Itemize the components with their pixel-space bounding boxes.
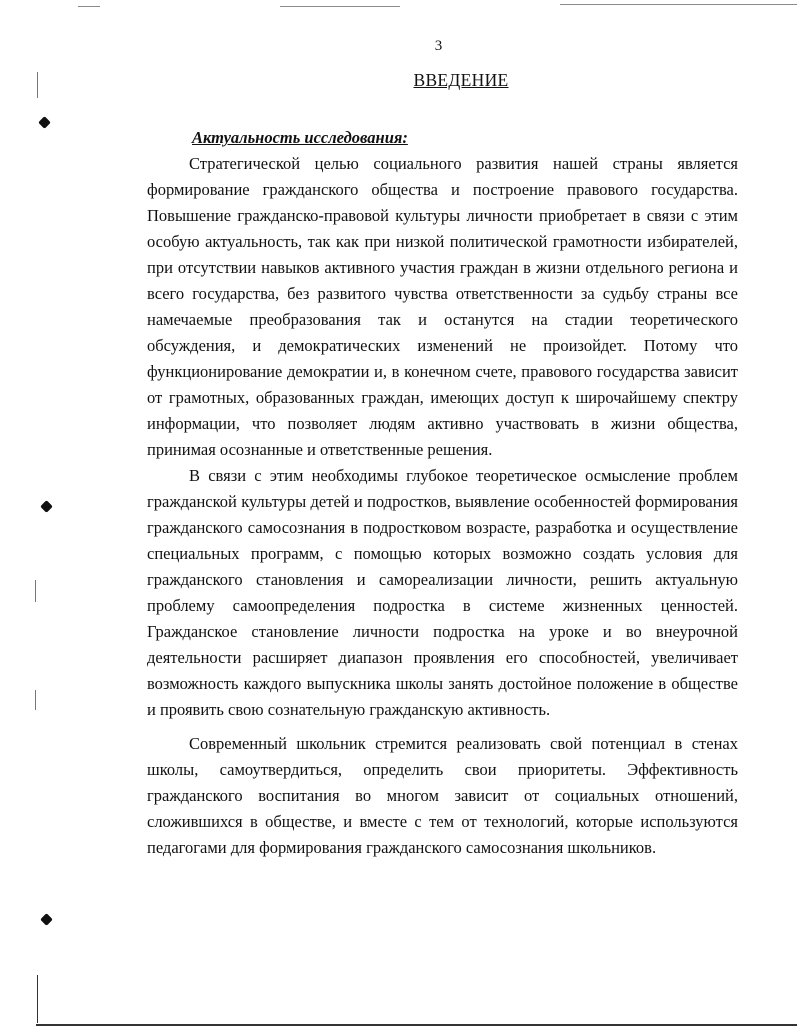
paragraph-2: В связи с этим необходимы глубокое теоретическое осмысление проблем гражданской культуры детей и подростков, выявление особенностей формирования гражданского самосознания в подростковом возрасте, разработка и осуществление специальных программ, с помощью которых возможно создать условия для гражданского становления и самореализации личности, решить актуальную проблему самоопределения подростка в системе жизненных ценностей. Гражданское становление личности подростка на уроке и во внеурочной деятельности расширяет диапазон проявления его способностей, увеличивает возможность каждого выпускника школы занять достойное положение в обществе и проявить свою сознательную гражданскую активность.	[147, 466, 738, 719]
paragraph-1: Стратегической целью социального развития нашей страны является формирование гражданского общества и построение правового государства. Повышение гражданско-правовой культуры личности приобретает в связи с этим особую актуальность, так как при низкой политической грамотности избирателей, при отсутствии навыков активного участия граждан в жизни отдельного региона и всего государства, без развитого чувства ответственности за судьбу страны все намечаемые преобразования так и останутся на стадии теоретического обсуждения, и демократических изменений не произойдет. Потому что функционирование демократии и, в конечном счете, правового государства зависит от грамотных, образованных граждан, имеющих доступ к широчайшему спектру информации, что позволяет людям активно участвовать в жизни общества, принимая осознанные и ответственные решения.	[147, 154, 738, 459]
section-body	[147, 125, 738, 861]
page-title: ВВЕДЕНИЕ	[413, 70, 509, 90]
scan-edge-left-bottom	[37, 975, 38, 1023]
scan-edge-left-low	[35, 690, 36, 710]
scan-edge-top-center	[280, 6, 400, 7]
scan-edge-top-right	[560, 4, 797, 5]
scan-edge-top-left	[78, 6, 100, 7]
punch-hole-mark-top	[38, 116, 51, 129]
section-subheading: Актуальность исследования:	[192, 128, 408, 147]
scan-edge-bottom	[36, 1024, 797, 1026]
page-number: 3	[434, 38, 443, 54]
punch-hole-mark-bottom	[40, 913, 53, 926]
paragraph-3: Современный школьник стремится реализовать свой потенциал в стенах школы, самоутвердиться, определить свои приоритеты. Эффективность гражданского воспитания во многом зависит от социальных отношений, сложившихся в обществе, и вместе с тем от технологий, которые используются педагогами для формирования гражданского самосознания школьников.	[147, 734, 738, 857]
scan-edge-left-mid	[35, 580, 36, 602]
punch-hole-mark-middle	[40, 500, 53, 513]
